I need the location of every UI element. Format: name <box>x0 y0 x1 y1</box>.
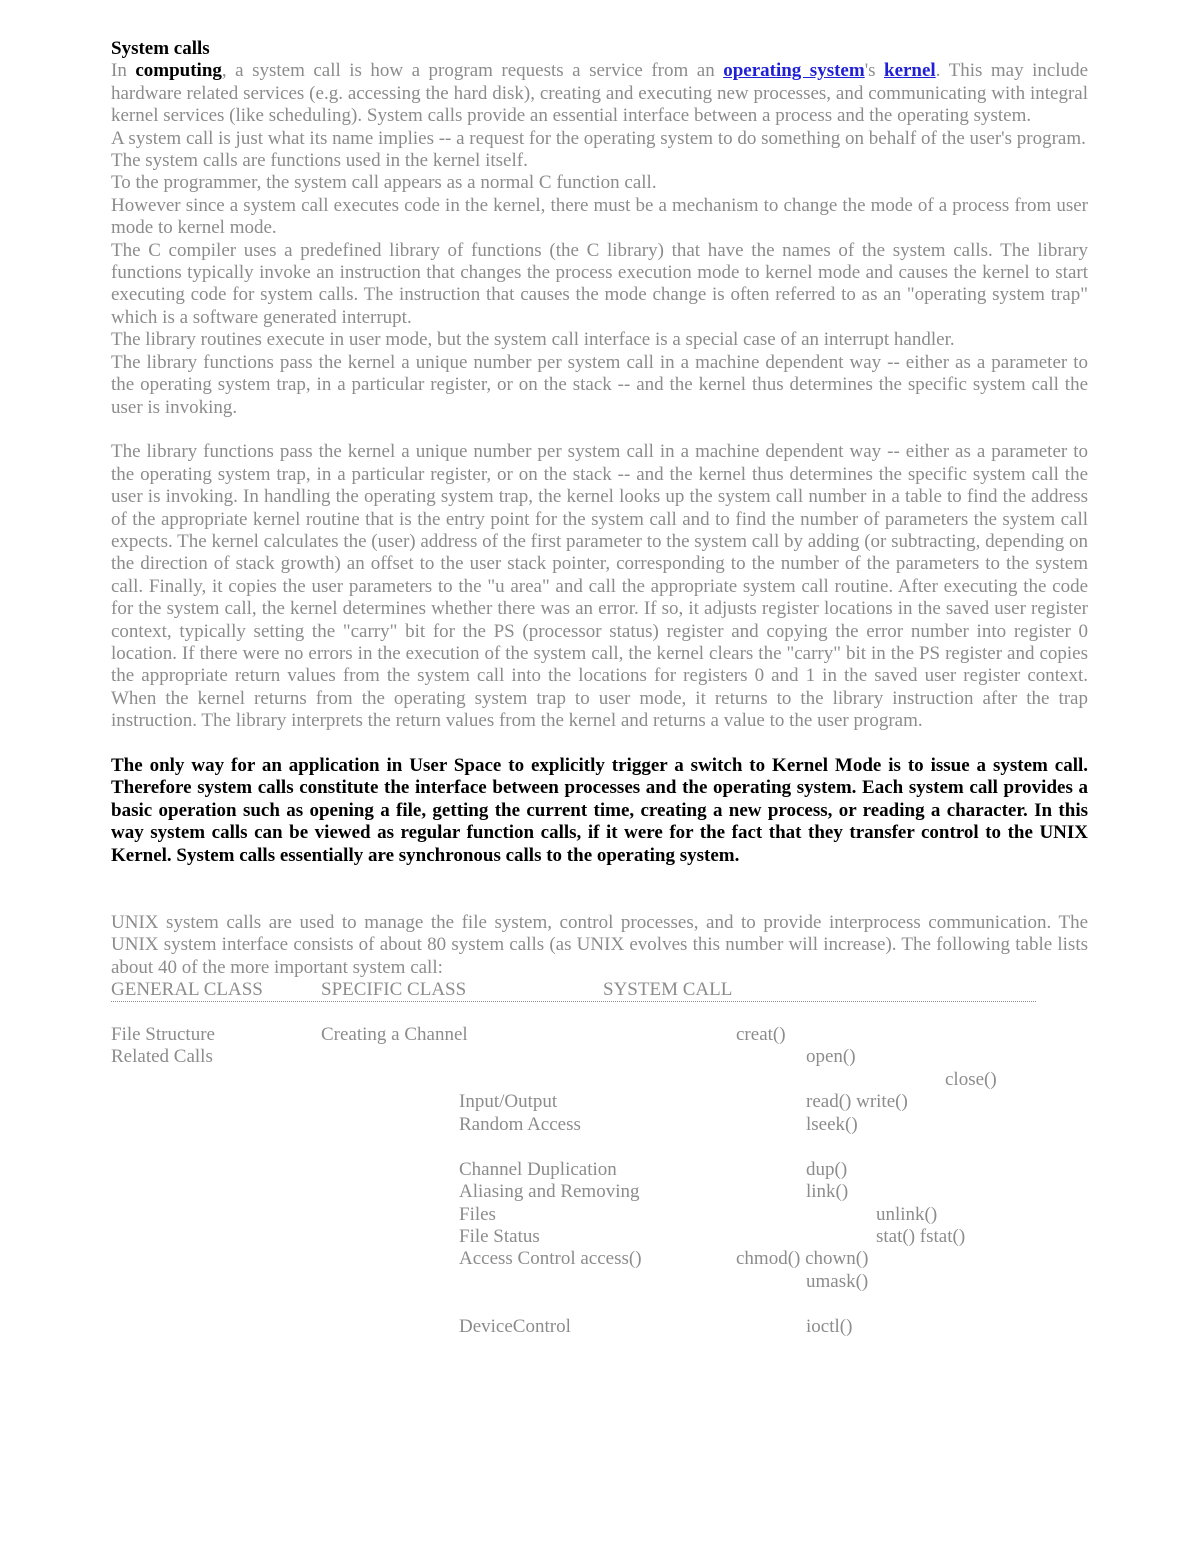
table-cell: creat() <box>736 1024 786 1046</box>
table-rule <box>111 1001 1036 1002</box>
header-general-class: GENERAL CLASS <box>111 979 263 1001</box>
table-cell: Random Access <box>459 1114 581 1136</box>
kernel-link[interactable]: kernel <box>884 60 936 82</box>
computing-term: computing <box>135 60 222 82</box>
table-cell: File Status <box>459 1226 540 1248</box>
table-cell: Input/Output <box>459 1091 558 1113</box>
table-cell: stat() fstat() <box>876 1226 966 1248</box>
header-system-call: SYSTEM CALL <box>603 979 733 1001</box>
intro-text-c: 's <box>864 60 884 82</box>
intro-text-a: In <box>111 60 136 82</box>
table-cell: close() <box>945 1069 997 1091</box>
table-cell: DeviceControl <box>459 1316 571 1338</box>
operating-system-link[interactable]: operating system <box>723 60 865 82</box>
body-line: The library routines execute in user mode, but the system call interface is a special case of an interrupt handler. <box>111 329 955 351</box>
intro-text-b: , a system call is how a program requests a service from an <box>221 60 724 82</box>
body-line: The library functions pass the kernel a unique number per system call in a machine dependent way -- either as a parameter to the operating system trap, in a particular register, or on the stack -- and the kernel thus determines the specific system call the user is invoking. <box>111 351 1088 418</box>
table-cell: Related Calls <box>111 1046 213 1068</box>
spacer <box>111 733 1088 755</box>
header-specific-class: SPECIFIC CLASS <box>321 979 467 1001</box>
table-cell: umask() <box>806 1271 869 1293</box>
table-cell: Channel Duplication <box>459 1159 617 1181</box>
user-space-paragraph: The only way for an application in User Space to explicitly trigger a switch to Kernel Mode is to issue a system call. Therefore system calls constitute the interface between processes and the operating system. Each system call provides a basic operation such as opening a file, getting the current time, creating a new process, or reading a character. In this way system calls can be viewed as regular function calls, if it were for the fact that they transfer control to the UNIX Kernel. System calls essentially are synchronous calls to the operating system. <box>111 754 1088 866</box>
table-cell: link() <box>806 1181 849 1203</box>
table-cell: dup() <box>806 1159 848 1181</box>
table-cell: Creating a Channel <box>321 1024 468 1046</box>
table-cell: File Structure <box>111 1024 215 1046</box>
body-line: The system calls are functions used in the kernel itself. <box>111 150 528 172</box>
document-page <box>111 38 1089 1338</box>
intro-text-d: . This may include hardware related services (e.g. accessing the hard disk), creating and executing new processes, and communicating with integral kernel services (like scheduling). System calls provide an essential interface between a process and the operating system. <box>111 60 1089 127</box>
table-cell: Files <box>459 1204 496 1226</box>
table-cell: open() <box>806 1046 856 1068</box>
table-cell: Aliasing and Removing <box>459 1181 640 1203</box>
intro-paragraph <box>111 60 1088 127</box>
table-cell: unlink() <box>876 1204 938 1226</box>
system-call-table <box>111 979 1088 1338</box>
document-title: System calls <box>111 38 210 59</box>
table-cell: read() write() <box>806 1091 908 1113</box>
spacer <box>111 867 1088 912</box>
table-cell: chmod() chown() <box>736 1248 869 1270</box>
unix-system-calls-paragraph: UNIX system calls are used to manage the file system, control processes, and to provide interprocess communication. The UNIX system interface consists of about 80 system calls (as UNIX evolves this number will increase). The following table lists about 40 of the more important system call: <box>111 911 1088 978</box>
table-cell: Access Control access() <box>459 1248 642 1270</box>
body-line: However since a system call executes code in the kernel, there must be a mechanism to change the mode of a process from user mode to kernel mode. <box>111 194 1088 239</box>
body-line: A system call is just what its name implies -- a request for the operating system to do something on behalf of the user's program. <box>111 127 1086 149</box>
table-cell: ioctl() <box>806 1316 853 1338</box>
table-cell: lseek() <box>806 1114 858 1136</box>
spacer <box>111 419 1088 441</box>
body-line: To the programmer, the system call appears as a normal C function call. <box>111 172 657 194</box>
trap-handling-paragraph: The library functions pass the kernel a unique number per system call in a machine dependent way -- either as a parameter to the operating system trap, in a particular register, or on the stack -- and the kernel thus determines the specific system call the user is invoking. In handling the operating system trap, the kernel looks up the system call number in a table to find the address of the appropriate kernel routine that is the entry point for the system call and to find the number of parameters the system call expects. The kernel calculates the (user) address of the first parameter to the system call by adding (or subtracting, depending on the direction of stack growth) an offset to the user stack pointer, corresponding to the number of the parameters to the system call. Finally, it copies the user parameters to the "u area" and call the appropriate system call routine. After executing the code for the system call, the kernel determines whether there was an error. If so, it adjusts register locations in the saved user register context, typically setting the "carry" bit for the PS (processor status) register and copying the error number into register 0 location. If there were no errors in the execution of the system call, the kernel clears the "carry" bit in the PS register and copies the appropriate return values from the system call into the locations for registers 0 and 1 in the saved user register context. When the kernel returns from the operating system trap to user mode, it returns to the library instruction after the trap instruction. The library interprets the return values from the kernel and returns a value to the user program. <box>111 441 1088 732</box>
body-line: The C compiler uses a predefined library of functions (the C library) that have the names of the system calls. The library functions typically invoke an instruction that changes the process execution mode to kernel mode and causes the kernel to start executing code for system calls. The instruction that causes the mode change is often referred to as an "operating system trap" which is a software generated interrupt. <box>111 239 1088 328</box>
